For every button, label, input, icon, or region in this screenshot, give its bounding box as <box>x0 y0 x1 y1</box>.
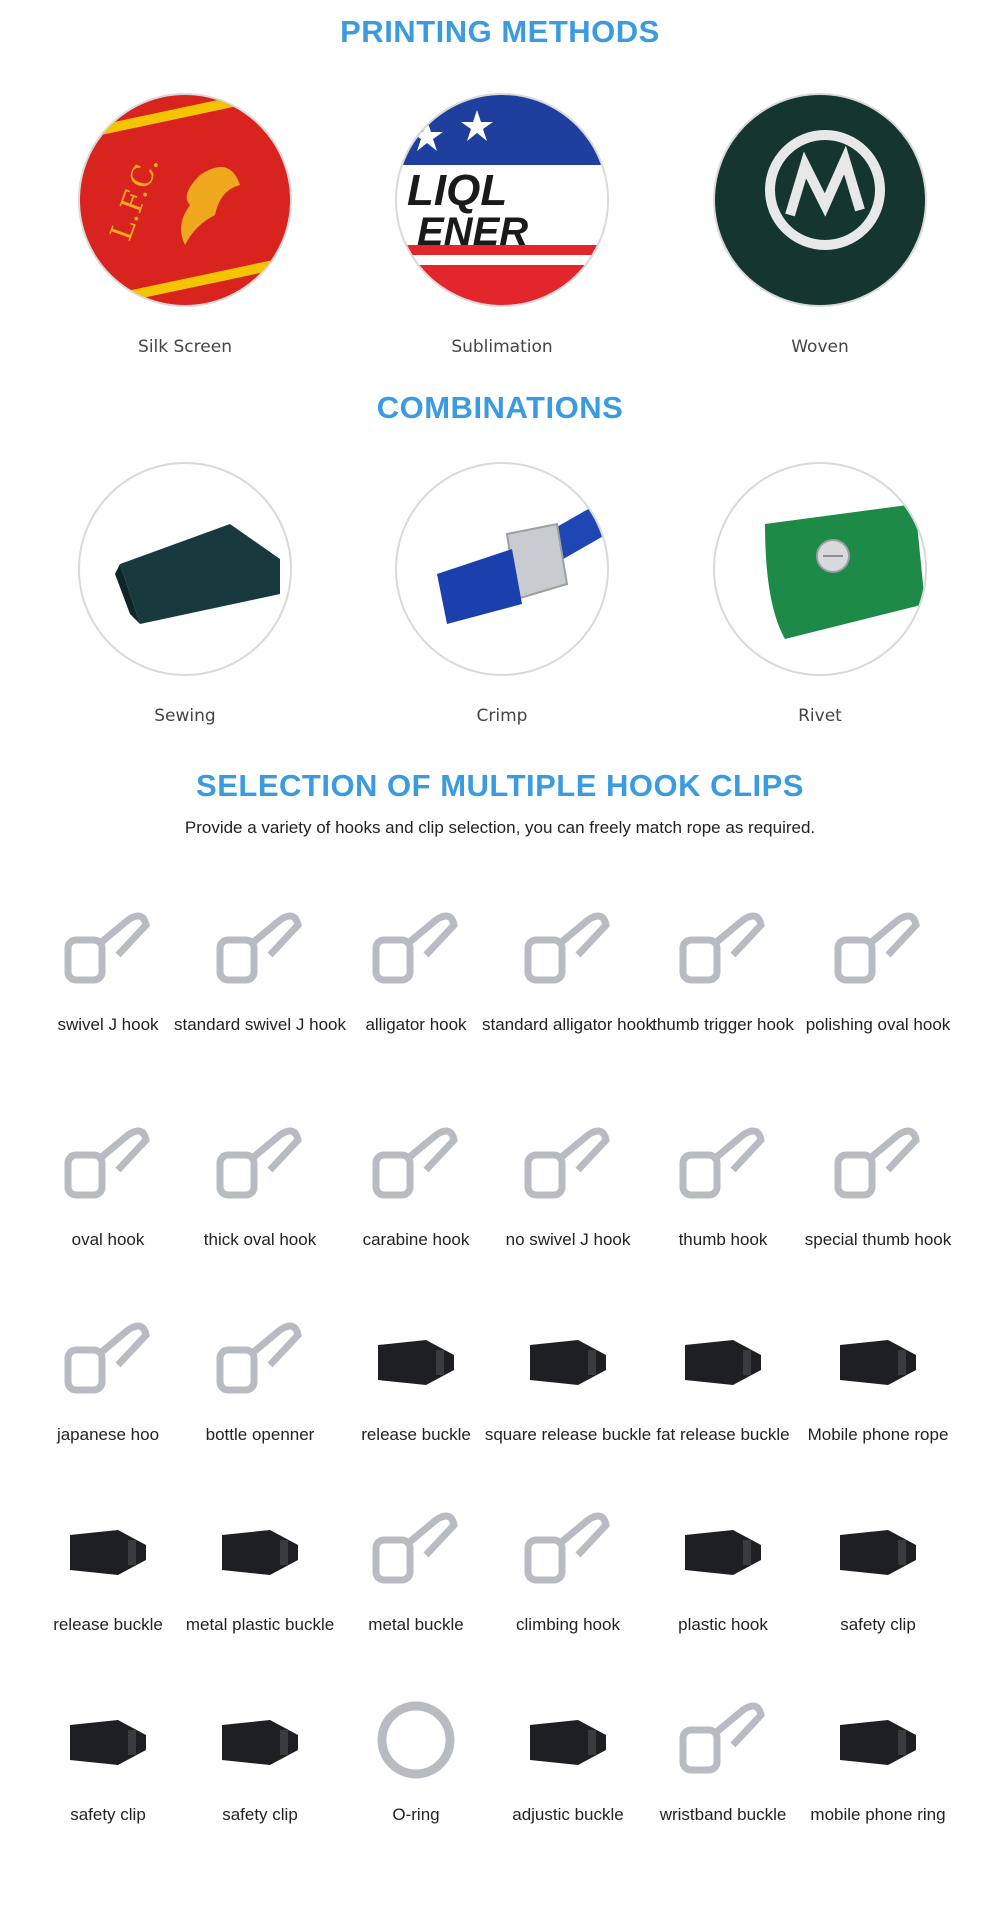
hook-item <box>645 900 801 1090</box>
hook-item <box>800 900 956 1090</box>
printing-item-silk-screen <box>78 93 292 357</box>
hook-label: safety clip <box>70 1805 146 1824</box>
hook-item <box>338 1500 494 1690</box>
hook-label: plastic hook <box>678 1615 768 1634</box>
hook-clip-image <box>58 1115 158 1215</box>
hook-item <box>182 1115 338 1305</box>
hook-label: alligator hook <box>365 1015 467 1034</box>
hook-item <box>490 1115 646 1305</box>
hook-item <box>174 900 346 1090</box>
combination-item-crimp <box>395 462 609 726</box>
hook-clip-image <box>828 900 928 1000</box>
hook-label: safety clip <box>222 1805 298 1824</box>
hook-clip-image <box>673 900 773 1000</box>
hook-clip-image <box>828 1500 928 1600</box>
svg-text:L.F.C.: L.F.C. <box>103 151 167 246</box>
hook-label: oval hook <box>71 1230 145 1249</box>
hook-clip-image <box>366 1115 466 1215</box>
hook-label: japanese hoo <box>56 1425 160 1444</box>
hook-clip-image <box>673 1310 773 1410</box>
hook-item <box>800 1115 956 1305</box>
hook-item <box>482 900 655 1090</box>
hook-item <box>645 1115 801 1305</box>
hook-item <box>645 1310 801 1500</box>
hook-clip-image <box>518 1690 618 1790</box>
combinations-title: COMBINATIONS <box>376 390 624 425</box>
hook-label: Mobile phone rope <box>807 1425 949 1444</box>
hook-item <box>490 1690 646 1880</box>
silk-screen-lanyard-image <box>78 93 292 307</box>
hook-item <box>30 1115 186 1305</box>
hook-item <box>484 1310 652 1500</box>
hook-clip-image <box>210 900 310 1000</box>
combination-item-rivet <box>713 462 927 726</box>
hook-item <box>800 1500 956 1690</box>
hook-clip-image <box>210 1690 310 1790</box>
printing-item-woven <box>713 93 927 357</box>
hook-label: safety clip <box>840 1615 916 1634</box>
hook-label: carabine hook <box>362 1230 470 1249</box>
hook-item <box>800 1310 956 1500</box>
hook-clip-image <box>673 1115 773 1215</box>
hook-item <box>338 900 494 1090</box>
hook-label: mobile phone ring <box>810 1805 946 1824</box>
hook-label: metal buckle <box>368 1615 464 1634</box>
hook-label: bottle openner <box>205 1425 315 1444</box>
hook-label: no swivel J hook <box>505 1230 631 1249</box>
hook-item <box>645 1500 801 1690</box>
hook-clip-image <box>518 1310 618 1410</box>
hook-clip-image <box>210 1115 310 1215</box>
hook-item <box>338 1115 494 1305</box>
hook-clip-image <box>518 900 618 1000</box>
hook-label: square release buckle <box>484 1425 652 1444</box>
hook-row <box>30 1115 970 1305</box>
rivet-caption: Rivet <box>798 706 842 726</box>
hook-item <box>30 1690 186 1880</box>
hook-label: metal plastic buckle <box>185 1615 335 1634</box>
hook-label: standard alligator hook <box>482 1015 655 1034</box>
hook-item <box>338 1310 494 1500</box>
hook-item <box>645 1690 801 1880</box>
hook-clip-image <box>366 900 466 1000</box>
combination-item-sewing <box>78 462 292 726</box>
hook-clip-image <box>210 1310 310 1410</box>
hook-item <box>30 1500 186 1690</box>
hook-clip-image <box>366 1500 466 1600</box>
hook-clips-subtitle: Provide a variety of hooks and clip selection, you can freely match rope as required. <box>184 818 816 837</box>
hook-item <box>30 1310 186 1500</box>
hook-item <box>490 1500 646 1690</box>
sewing-image <box>78 462 292 676</box>
hook-label: wristband buckle <box>659 1805 787 1824</box>
hook-clip-image <box>673 1690 773 1790</box>
hook-row <box>30 1690 970 1880</box>
hook-clips-title: SELECTION OF MULTIPLE HOOK CLIPS <box>196 768 804 803</box>
hook-item <box>182 1310 338 1500</box>
woven-caption: Woven <box>791 337 849 357</box>
hook-clip-image <box>828 1310 928 1410</box>
hook-clip-image <box>58 1310 158 1410</box>
hook-row <box>30 1310 970 1500</box>
hook-row <box>30 900 970 1090</box>
hook-label: O-ring <box>392 1805 440 1824</box>
hook-item <box>182 1500 338 1690</box>
printing-methods-title: PRINTING METHODS <box>340 14 660 49</box>
silk-screen-caption: Silk Screen <box>138 337 232 357</box>
hook-clip-image <box>366 1690 466 1790</box>
hook-item <box>338 1690 494 1880</box>
hook-clip-image <box>366 1310 466 1410</box>
hook-clip-image <box>518 1115 618 1215</box>
crimp-image <box>395 462 609 676</box>
hook-label: thumb hook <box>678 1230 768 1249</box>
hook-item <box>182 1690 338 1880</box>
hook-label: climbing hook <box>516 1615 620 1634</box>
hook-clip-image <box>58 1690 158 1790</box>
hook-label: thumb trigger hook <box>652 1015 794 1034</box>
hook-label: release buckle <box>53 1615 163 1634</box>
hook-label: standard swivel J hook <box>174 1015 346 1034</box>
hook-label: thick oval hook <box>203 1230 317 1249</box>
hook-label: special thumb hook <box>804 1230 952 1249</box>
hook-item <box>30 900 186 1090</box>
hook-label: polishing oval hook <box>805 1015 951 1034</box>
svg-text:LIQL: LIQL <box>407 166 508 215</box>
hook-label: adjustic buckle <box>512 1805 624 1824</box>
hook-clip-image <box>828 1690 928 1790</box>
woven-lanyard-image <box>713 93 927 307</box>
sublimation-caption: Sublimation <box>451 337 553 357</box>
hook-clip-image <box>58 1500 158 1600</box>
svg-text:ENER: ENER <box>417 210 529 254</box>
hook-clip-image <box>518 1500 618 1600</box>
hook-label: fat release buckle <box>656 1425 790 1444</box>
hook-clip-image <box>673 1500 773 1600</box>
hook-row <box>30 1500 970 1690</box>
hook-clip-image <box>828 1115 928 1215</box>
hook-label: swivel J hook <box>57 1015 159 1034</box>
hook-label: release buckle <box>361 1425 471 1444</box>
rivet-image <box>713 462 927 676</box>
hook-clip-image <box>210 1500 310 1600</box>
printing-item-sublimation <box>395 93 609 357</box>
hook-clip-image <box>58 900 158 1000</box>
sewing-caption: Sewing <box>154 706 216 726</box>
crimp-caption: Crimp <box>476 706 528 726</box>
sublimation-lanyard-image <box>395 93 609 307</box>
hook-item <box>800 1690 956 1880</box>
